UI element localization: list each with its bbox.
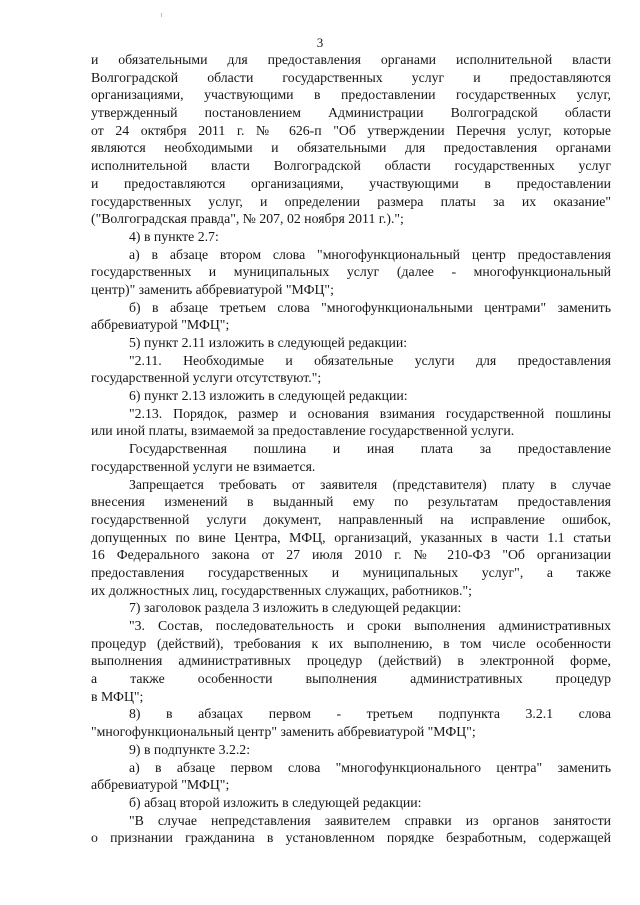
text-line: "2.11. Необходимые и обязательные услуги для предоставления [129, 352, 611, 368]
text-line: б) в абзаце третьем слова "многофункциональными центрами" заменить [129, 299, 611, 315]
scan-mark [161, 13, 162, 17]
text-line: аббревиатурой "МФЦ"; [91, 317, 230, 333]
document-body [91, 51, 611, 847]
text-line: и обязательными для предоставления органами исполнительной власти [91, 52, 611, 67]
text-line: или иной платы, взимаемой за предоставление государственной услуги. [91, 423, 515, 439]
text-line: являются необходимыми и обязательными для предоставления органами [91, 140, 611, 156]
text-line: процедур (действий), требования к их выполнению, в том числе особенности [91, 635, 611, 651]
text-line: Запрещается требовать от заявителя (представителя) плату в случае [129, 476, 611, 492]
text-line: организациями, участвующими в предоставлении государственных услуг, [91, 87, 611, 103]
text-line: аббревиатурой "МФЦ"; [91, 777, 230, 793]
text-line: Государственная пошлина и иная плата за предоставление [129, 441, 611, 457]
text-line: центр)" заменить аббревиатурой "МФЦ"; [91, 281, 334, 297]
text-line: государственной услуги документ, направленный на исправление ошибок, [91, 511, 611, 527]
text-line: 5) пункт 2.11 изложить в следующей редакции: [129, 335, 408, 350]
text-line: "2.13. Порядок, размер и основания взимания государственной пошлины [129, 405, 611, 421]
text-line: б) абзац второй изложить в следующей редакции: [129, 794, 422, 810]
text-line: в МФЦ"; [91, 688, 144, 704]
text-line: и предоставляются организациями, участвующими в предоставлении [91, 175, 611, 191]
text-line: 8) в абзацах первом - третьем подпункта 3.2.1 слова [129, 706, 611, 722]
text-line: государственной услуги не взимается. [91, 458, 316, 474]
text-line: 16 Федерального закона от 27 июля 2010 г. № 210-ФЗ "Об организации [91, 547, 611, 563]
text-line: Волгоградской области государственных услуг и предоставляются [91, 69, 611, 85]
text-line: государственных услуг, и определении размера платы за их оказание" [91, 193, 611, 209]
text-line: утвержденный постановлением Администрации Волгоградской области [91, 105, 611, 121]
text-line: внесения изменений в выданный ему по результатам предоставления [91, 494, 611, 510]
text-line: допущенных по вине Центра, МФЦ, организаций, указанных в части 1.1 статьи [91, 529, 611, 545]
text-line: государственной услуги отсутствуют."; [91, 370, 322, 386]
text-line: о признании гражданина в установленном порядке безработным, содержащей [91, 830, 611, 846]
text-line: предоставления государственных и муниципальных услуг", а также [91, 564, 611, 580]
text-line: выполнения административных процедур (действий) в электронной форме, [91, 653, 611, 669]
text-line: исполнительной власти Волгоградской области государственных услуг [91, 158, 611, 174]
text-line: от 24 октября 2011 г. № 626-п "Об утверждении Перечня услуг, которые [91, 122, 611, 138]
text-line: государственных и муниципальных услуг (далее - многофункциональный [91, 264, 611, 280]
text-line: "3. Состав, последовательность и сроки выполнения административных [129, 618, 611, 633]
text-line: "многофункциональный центр" заменить аббревиатурой "МФЦ"; [91, 724, 476, 740]
text-line: а также особенности выполнения административных процедур [91, 671, 611, 687]
text-line: 9) в подпункте 3.2.2: [129, 741, 251, 757]
text-line: "В случае непредставления заявителем справки из органов занятости [129, 812, 611, 828]
text-line: а) в абзаце втором слова "многофункциональный центр предоставления [129, 246, 611, 262]
text-line: 4) в пункте 2.7: [129, 228, 219, 244]
text-line: 6) пункт 2.13 изложить в следующей редакции: [129, 388, 408, 404]
page-number: 3 [316, 35, 324, 50]
text-line: 7) заголовок раздела 3 изложить в следующей редакции: [129, 600, 462, 616]
text-line: а) в абзаце первом слова "многофункционального центра" заменить [129, 759, 611, 775]
text-line: ("Волгоградская правда", № 207, 02 ноября 2011 г.)."; [91, 211, 404, 227]
text-line: их должностных лиц, государственных служащих, работников."; [91, 582, 472, 598]
